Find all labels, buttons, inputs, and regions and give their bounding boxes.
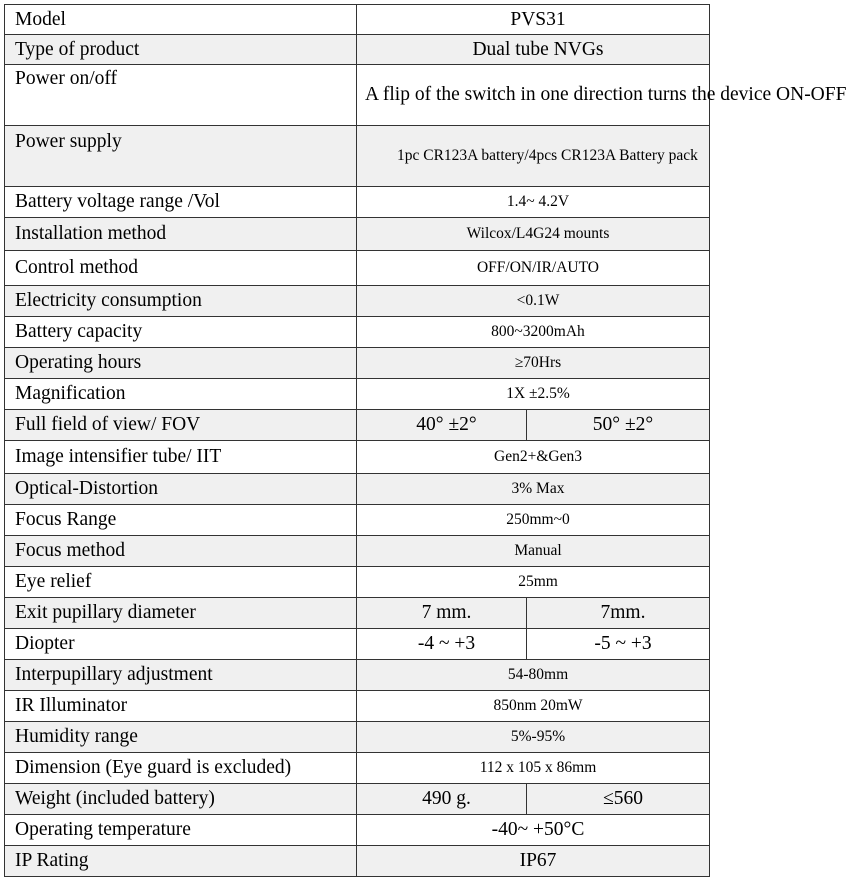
table-row [5, 691, 710, 722]
table-row [5, 317, 710, 348]
table-row [5, 815, 710, 846]
row-label: Power on/off [5, 65, 357, 126]
row-value-right: ≤560 [527, 784, 710, 815]
row-label: Eye relief [5, 567, 357, 598]
table-row [5, 5, 710, 35]
table-row [5, 251, 710, 286]
row-value: A flip of the switch in one direction turns the device ON-OFF [357, 65, 710, 126]
table-row [5, 846, 710, 877]
row-value: Manual [357, 536, 710, 567]
row-value: 112 x 105 x 86mm [357, 753, 710, 784]
row-value: Dual tube NVGs [357, 35, 710, 65]
row-label: Interpupillary adjustment [5, 660, 357, 691]
row-label: Focus Range [5, 505, 357, 536]
table-row [5, 441, 710, 474]
row-label: Type of product [5, 35, 357, 65]
table-row [5, 722, 710, 753]
row-value: Wilcox/L4G24 mounts [357, 218, 710, 251]
row-label: Battery voltage range /Vol [5, 187, 357, 218]
table-row [5, 65, 710, 126]
row-value: OFF/ON/IR/AUTO [357, 251, 710, 286]
row-label: Operating temperature [5, 815, 357, 846]
row-label: Magnification [5, 379, 357, 410]
table-row [5, 474, 710, 505]
row-value: PVS31 [357, 5, 710, 35]
row-value: 250mm~0 [357, 505, 710, 536]
row-value-left: 40° ±2° [357, 410, 527, 441]
row-label: Model [5, 5, 357, 35]
row-label: Battery capacity [5, 317, 357, 348]
row-label: Diopter [5, 629, 357, 660]
table-row [5, 218, 710, 251]
table-row [5, 753, 710, 784]
row-value: 1pc CR123A battery/4pcs CR123A Battery pack [357, 126, 710, 187]
row-label: IP Rating [5, 846, 357, 877]
table-row [5, 536, 710, 567]
row-label: Power supply [5, 126, 357, 187]
table-row [5, 187, 710, 218]
table-row [5, 660, 710, 691]
row-label: Full field of view/ FOV [5, 410, 357, 441]
row-label: Dimension (Eye guard is excluded) [5, 753, 357, 784]
row-label: IR Illuminator [5, 691, 357, 722]
row-label: Image intensifier tube/ IIT [5, 441, 357, 474]
spec-table [4, 4, 846, 877]
table-row [5, 379, 710, 410]
row-value: 850nm 20mW [357, 691, 710, 722]
table-row [5, 505, 710, 536]
row-value: -40~ +50°C [357, 815, 710, 846]
row-label: Humidity range [5, 722, 357, 753]
table-row [5, 598, 710, 629]
table-row [5, 126, 710, 187]
row-value: 25mm [357, 567, 710, 598]
row-label: Installation method [5, 218, 357, 251]
row-label: Control method [5, 251, 357, 286]
table-row [5, 567, 710, 598]
row-value-right: 7mm. [527, 598, 710, 629]
table-row [5, 629, 710, 660]
row-label: Optical-Distortion [5, 474, 357, 505]
row-value: IP67 [357, 846, 710, 877]
row-value-right: 50° ±2° [527, 410, 710, 441]
row-value-right: -5 ~ +3 [527, 629, 710, 660]
table-row [5, 784, 710, 815]
row-value: 1.4~ 4.2V [357, 187, 710, 218]
row-value: 5%-95% [357, 722, 710, 753]
row-value-left: 7 mm. [357, 598, 527, 629]
row-value: 3% Max [357, 474, 710, 505]
table-row [5, 410, 710, 441]
row-label: Focus method [5, 536, 357, 567]
row-value: <0.1W [357, 286, 710, 317]
row-value-left: -4 ~ +3 [357, 629, 527, 660]
table-row [5, 348, 710, 379]
row-label: Weight (included battery) [5, 784, 357, 815]
row-value: Gen2+&Gen3 [357, 441, 710, 474]
row-value: ≥70Hrs [357, 348, 710, 379]
row-label: Operating hours [5, 348, 357, 379]
row-value: 1X ±2.5% [357, 379, 710, 410]
row-value-left: 490 g. [357, 784, 527, 815]
row-label: Exit pupillary diameter [5, 598, 357, 629]
row-value: 54-80mm [357, 660, 710, 691]
row-label: Electricity consumption [5, 286, 357, 317]
table-row [5, 286, 710, 317]
row-value: 800~3200mAh [357, 317, 710, 348]
table-row [5, 35, 710, 65]
